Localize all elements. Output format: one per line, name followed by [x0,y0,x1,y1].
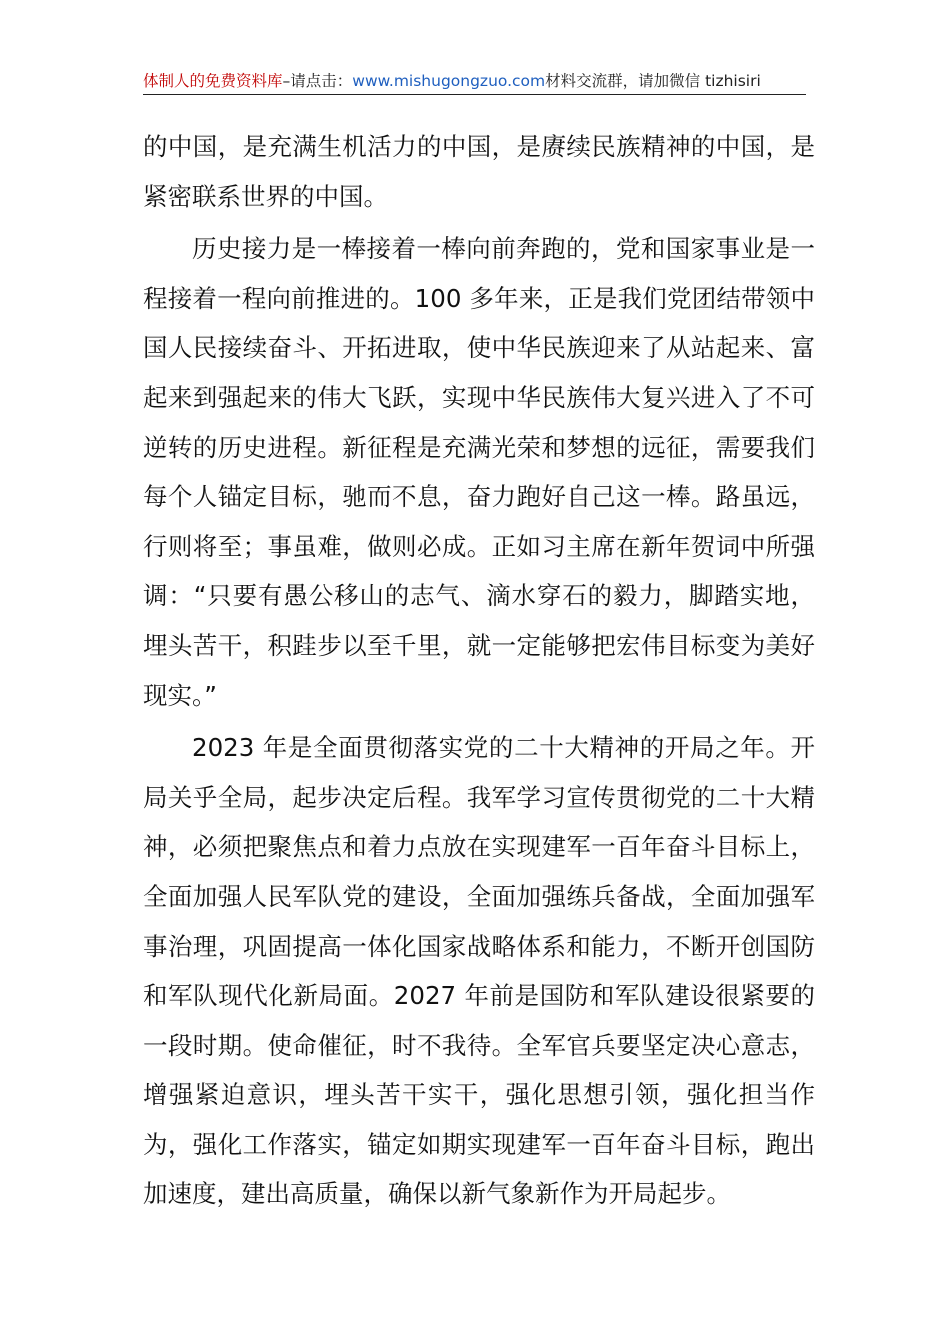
header-brand: 体制人的免费资料库 [143,72,283,90]
header-note: 材料交流群，请加微信 tizhisiri [545,72,761,90]
header-prompt: –请点击： [282,72,353,90]
page-header [143,70,806,95]
paragraph-history-relay: 历史接力是一棒接着一棒向前奔跑的，党和国家事业是一程接着一程向前推进的。100 多年来，正是我们党团结带领中国人民接续奋斗、开拓进取，使中华民族迎来了从站起来、富起来到强起来的伟大飞跃，实现中华民族伟大复兴进入了不可逆转的历史进程。新征程是充满光荣和梦想的远征，需要我们每个人锚定目标，驰而不息，奋力跑好自己这一棒。路虽远，行则将至；事虽难，做则必成。正如习主席在新年贺词中所强调：“只要有愚公移山的志气、滴水穿石的毅力，脚踏实地，埋头苦干，积跬步以至千里，就一定能够把宏伟目标变为美好现实。” [143,234,815,710]
header-url-link[interactable]: www.mishugongzuo.com [352,72,546,90]
document-body [143,122,815,1219]
paragraph-continuation: 的中国，是充满生机活力的中国，是赓续民族精神的中国，是紧密联系世界的中国。 [143,132,815,211]
paragraph-2023-opening-year: 2023 年是全面贯彻落实党的二十大精神的开局之年。开局关乎全局，起步决定后程。我军学习宣传贯彻党的二十大精神，必须把聚焦点和着力点放在实现建军一百年奋斗目标上，全面加强人民军队党的建设，全面加强练兵备战，全面加强军事治理，巩固提高一体化国家战略体系和能力，不断开创国防和军队现代化新局面。2027 年前是国防和军队建设很紧要的一段时期。使命催征，时不我待。全军官兵要坚定决心意志，增强紧迫意识，埋头苦干实干，强化思想引领，强化担当作为，强化工作落实，锚定如期实现建军一百年奋斗目标，跑出加速度，建出高质量，确保以新气象新作为开局起步。 [143,733,815,1209]
